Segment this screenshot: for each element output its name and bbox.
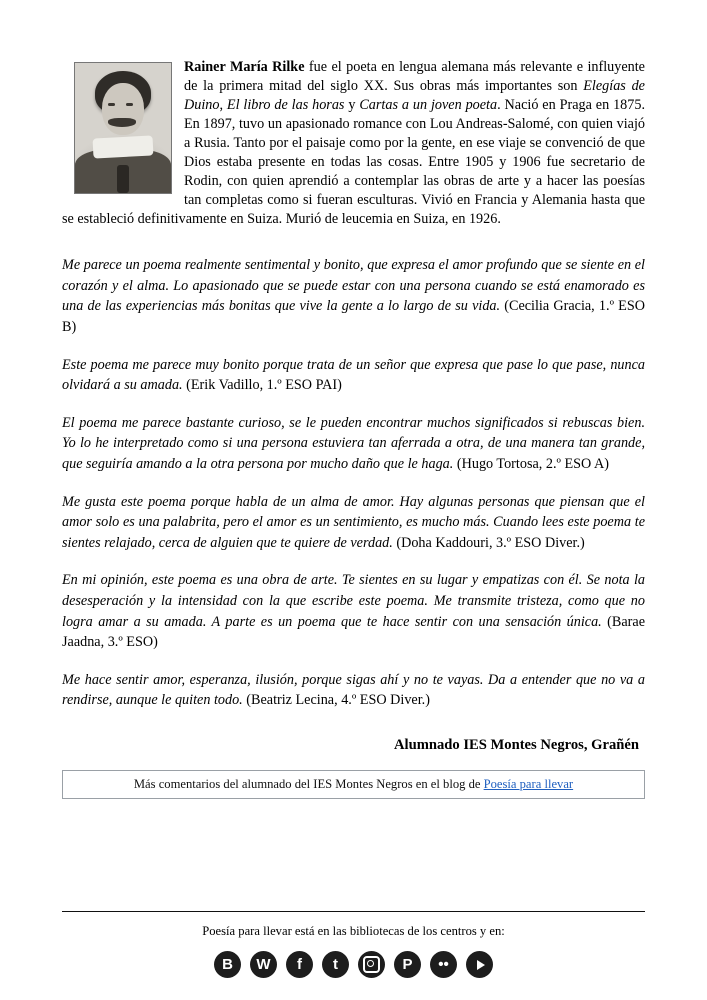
instagram-frame <box>363 956 380 973</box>
biography-paragraph <box>62 58 645 229</box>
comment-item <box>62 355 645 396</box>
portrait-face <box>102 83 144 135</box>
work-title-1: Elegías de Duino <box>184 78 645 114</box>
comment-item <box>62 255 645 337</box>
portrait-tie <box>117 165 129 193</box>
blogger-icon[interactable]: B <box>214 951 241 978</box>
comment-author: (Erik Vadillo, 1.º ESO PAI) <box>182 377 342 394</box>
social-icons-row <box>62 951 645 978</box>
student-comments-list <box>62 255 645 711</box>
bio-text-part-1: fue el poeta en lengua alemana más relevante e influyente de la primera mitad del siglo XX. Sus obras más importantes son <box>184 59 645 95</box>
author-name: Rainer María Rilke <box>184 59 305 75</box>
bio-text-part-2: . Nació en Praga en 1875. En 1897, tuvo un apasionado romance con Lou Andreas-Salomé, con quien viajó a Rusia. Tanto por el paisaje como por la gente, en ese viaje se convenció de que Dios estaba presente en todas las cosas. Entre 1905 y 1906 fue secretario de Rodin, con quien aprendió a contemplar las obras de arte y a hacer las poesías tan completas como si fueran esculturas. Vivió en Francia y Alemania hasta que se estableció definitivamente en Suiza. Murió de leucemia en Suiza, en 1926. <box>62 97 646 228</box>
portrait-eye-left <box>108 103 115 106</box>
comment-author: (Cecilia Gracia, 1.º ESO B) <box>62 298 645 336</box>
twitter-icon[interactable]: t <box>322 951 349 978</box>
facebook-icon[interactable]: f <box>286 951 313 978</box>
author-portrait-image <box>74 62 172 194</box>
blog-notice-box <box>62 770 645 799</box>
pinterest-icon[interactable]: P <box>394 951 421 978</box>
instagram-icon[interactable] <box>358 951 385 978</box>
comment-text: Me parece un poema realmente sentimental y bonito, que expresa el amor profundo que se siente en el corazón y el alma. Lo apasionado que se puede estar con una persona cuando se está enamorado es una de las experiencias más bonitas que vive la gente a lo largo de su vida. <box>62 257 645 315</box>
comment-item <box>62 570 645 652</box>
portrait-collar <box>93 135 154 158</box>
footer-text: Poesía para llevar está en las bibliotecas de los centros y en: <box>202 924 505 938</box>
page-footer <box>62 911 645 978</box>
blog-link[interactable]: Poesía para llevar <box>483 776 574 791</box>
comment-author: (Barae Jaadna, 3.º ESO) <box>62 613 645 651</box>
portrait-moustache <box>108 118 136 127</box>
comment-text: Este poema me parece muy bonito porque trata de un señor que expresa que pase lo que pase, nunca olvidará a su amada. <box>62 356 645 394</box>
wordpress-icon[interactable]: W <box>250 951 277 978</box>
comment-text: El poema me parece bastante curioso, se le pueden encontrar muchos significados si rebuscas bien. Yo lo he interpretado como si una persona estuviera tan aferrada a otra, de una manera tan grande, que seguiría amando a la otra persona por mucho daño que le haga. <box>62 414 645 473</box>
footer-divider <box>62 911 645 912</box>
comment-text: Me hace sentir amor, esperanza, ilusión, porque sigas ahí y no te vayas. Da a entender que no va a rendirse, aunque le quiten todo. <box>62 671 645 709</box>
portrait-eye-right <box>126 103 133 106</box>
signature-line: Alumnado IES Montes Negros, Grañén <box>393 736 639 753</box>
bio-separator-2: y <box>344 97 360 114</box>
youtube-icon[interactable] <box>466 951 493 978</box>
comment-text: Me gusta este poema porque habla de un alma de amor. Hay algunas personas que piensan que el amor solo es una palabrita, pero el amor es un sentimiento, es mucho más. Cuando lees este poema te sientes relajado, cerca de alguien que te quiere de verdad. <box>62 493 645 551</box>
work-title-2: El libro de las horas <box>226 97 345 114</box>
flickr-icon[interactable]: •• <box>430 951 457 978</box>
comment-author: (Hugo Tortosa, 2.º ESO A) <box>453 456 609 473</box>
comment-item <box>62 670 645 711</box>
comment-item <box>62 492 645 554</box>
blog-notice-text: Más comentarios del alumnado del IES Montes Negros en el blog de <box>133 776 484 791</box>
comment-text: En mi opinión, este poema es una obra de arte. Te sientes en su lugar y empatizas con él. Se nota la desesperación y la intensidad con la que escribe este poema. Me transmite tristeza, como que no logra amar a su amada. A parte es un poema que te hace sentir con una sensación única. <box>62 572 645 630</box>
work-title-3: Cartas a un joven poeta <box>359 97 498 114</box>
comment-item <box>62 413 645 475</box>
comment-author: (Beatriz Lecina, 4.º ESO Diver.) <box>242 692 430 709</box>
comment-author: (Doha Kaddouri, 3.º ESO Diver.) <box>392 534 585 551</box>
bio-separator-1: , <box>219 97 227 114</box>
